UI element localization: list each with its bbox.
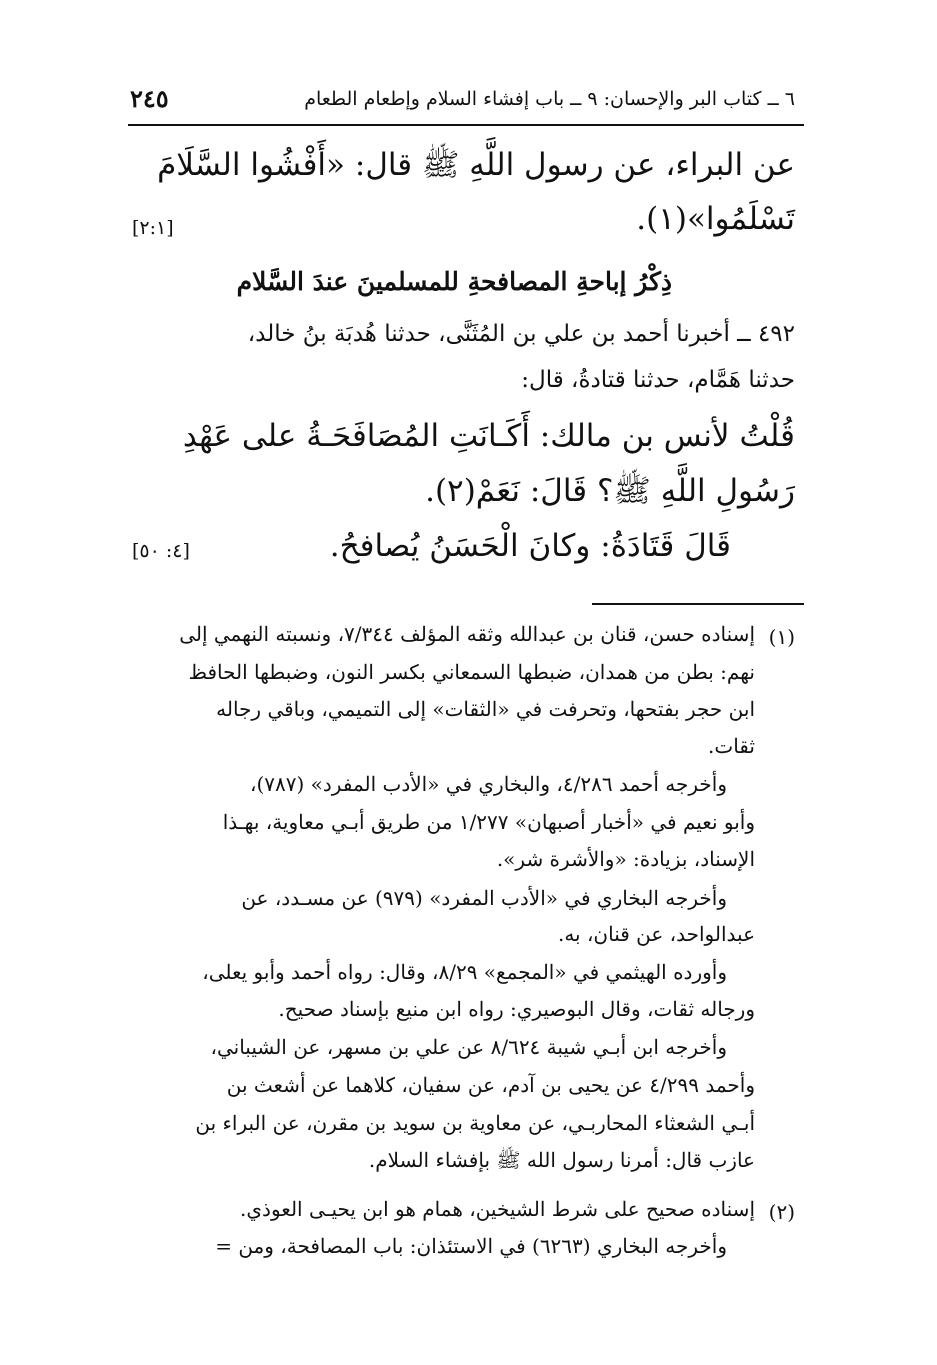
footnote-1-line-15: عازب قال: أمرنا رسول الله ﷺ بإفشاء السلام.: [368, 1148, 755, 1172]
footnote-1-line-14: أبـي الشعثاء المحاربـي، عن معاوية بن سويد بن مقرن، عن البراء بن: [195, 1111, 755, 1135]
footnote-2-number: (٢): [768, 1200, 795, 1224]
hadith-492-matn-line-1: قُلْتُ لأنس بن مالك: أَكَـانَتِ المُصَافَحَـةُ على عَهْدِ: [182, 418, 795, 454]
hadith-492-matn-line-3: قَالَ قَتَادَةُ: وكانَ الْحَسَنُ يُصافحُ.: [329, 528, 731, 564]
footnote-1-line-9: عبدالواحد، عن قنان، به.: [557, 922, 755, 946]
footnote-1-line-2: نهم: بطن من همدان، ضبطها السمعاني بكسر النون، وضبطها الحافظ: [188, 660, 755, 684]
footnote-1-line-7: الإسناد، بزيادة: «والأشرة شر».: [496, 847, 755, 871]
hadith-492-matn-line-2: رَسُولِ اللَّهِ ﷺ؟ قَالَ: نَعَمْ(٢).: [425, 473, 795, 509]
footnote-1-line-12: وأخرجه ابن أبـي شيبة ٨/٦٢٤ عن علي بن مسهر، عن الشيباني،: [210, 1035, 727, 1059]
footnote-1-line-10: وأورده الهيثمي في «المجمع» ٨/٢٩، وقال: رواه أحمد وأبو يعلى،: [202, 960, 727, 984]
hadith-492-reference: [٤: ٥٠]: [132, 540, 190, 562]
footnote-1-line-3: ابن حجر بفتحها، وتحرفت في «الثقات» إلى التميمي، وباقي رجاله: [216, 697, 755, 721]
footnote-1-line-1: إسناده حسن، قنان بن عبدالله وثقه المؤلف ٧/٣٤٤، ونسبته النهمي إلى: [179, 622, 755, 646]
footnote-1-line-4: ثقات.: [708, 734, 755, 758]
footnote-1-line-8: وأخرجه البخاري في «الأدب المفرد» (٩٧٩) عن مسـدد، عن: [241, 886, 727, 910]
hadith-491-reference: [٢:١]: [132, 217, 174, 239]
running-header-title: ٦ ــ كتاب البر والإحسان: ٩ ــ باب إفشاء السلام وإطعام الطعام: [304, 88, 795, 110]
footnote-1-line-13: وأحمد ٤/٢٩٩ عن يحيى بن آدم، عن سفيان، كلاهما عن أشعث بن: [226, 1073, 755, 1097]
footnote-1-number: (١): [768, 625, 795, 649]
footnote-2-line-2: وأخرجه البخاري (٦٢٦٣) في الاستئذان: باب المصافحة، ومن =: [215, 1234, 727, 1258]
hadith-492-isnad-line-2: حدثنا هَمَّام، حدثنا قتادةُ، قال:: [521, 367, 795, 393]
page-number: ٢٤٥: [130, 84, 169, 113]
footnote-1-line-5: وأخرجه أحمد ٤/٢٨٦، والبخاري في «الأدب المفرد» (٧٨٧)،: [249, 772, 727, 796]
hadith-492-isnad-line-1: ٤٩٢ ــ أخبرنا أحمد بن علي بن المُثَنَّى، حدثنا هُدبَة بنُ خالد،: [247, 321, 795, 347]
footnote-1-line-11: ورجاله ثقات، وقال البوصيري: رواه ابن منيع بإسناد صحيح.: [278, 997, 755, 1021]
footnote-separator: [592, 603, 804, 605]
hadith-491-line-1: عن البراء، عن رسول اللَّهِ ﷺ قال: «أَفْشُوا السَّلَامَ: [157, 147, 795, 183]
header-rule: [128, 124, 804, 126]
footnote-1-line-6: وأبو نعيم في «أخبار أصبهان» ١/٢٧٧ من طريق أبـي معاوية، بهـذا: [222, 810, 755, 834]
hadith-491-line-2: تَسْلَمُوا»(١).: [636, 201, 795, 237]
section-title: ذِكْرُ إباحةِ المصافحةِ للمسلمينَ عندَ السَّلام: [236, 267, 672, 296]
footnote-2-line-1: إسناده صحيح على شرط الشيخين، همام هو ابن يحيـى العوذي.: [240, 1197, 755, 1221]
